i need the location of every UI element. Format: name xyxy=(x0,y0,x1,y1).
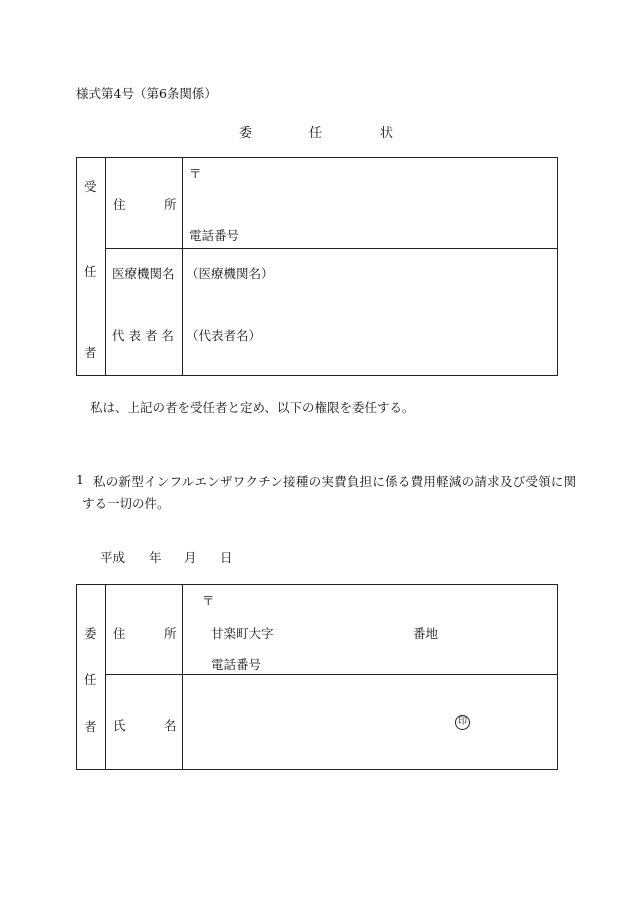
name-label-char-2: 名 xyxy=(164,718,177,733)
date-month-unit: 月 xyxy=(184,550,197,565)
agent-side-label-char-3: 者 xyxy=(84,345,97,360)
agent-side-label-char-1: 受 xyxy=(84,179,97,194)
table-border-bottom xyxy=(76,769,558,770)
representative-value: （代表者名） xyxy=(186,328,262,343)
table-border-left xyxy=(76,157,77,376)
principal-side-label-char-3: 者 xyxy=(84,719,97,734)
form-number-label: 様式第4号（第6条関係） xyxy=(76,86,217,101)
item-text-line-1: 私の新型インフルエンザワクチン接種の実費負担に係る費用軽減の請求及び受領に関 xyxy=(93,474,577,489)
item-text-line-2: する一切の件。 xyxy=(82,496,170,511)
address-label-char-1: 住 xyxy=(113,197,126,212)
table-border-top xyxy=(76,157,558,158)
institution-label: 医療機関名 xyxy=(112,266,175,281)
table-border-right xyxy=(557,584,558,770)
title-char-1: 委 xyxy=(239,126,253,141)
table-border-left xyxy=(76,584,77,770)
table-border-top xyxy=(76,584,558,585)
title-char-3: 状 xyxy=(380,126,394,141)
address-prefix: 甘楽町大字 xyxy=(211,626,274,641)
representative-label: 代 表 者 名 xyxy=(112,328,174,343)
table-border-right xyxy=(557,157,558,376)
postal-mark: 〒 xyxy=(189,166,202,181)
address-suffix: 番地 xyxy=(413,626,439,641)
delegation-statement: 私は、上記の者を受任者と定め、以下の権限を委任する。 xyxy=(90,400,415,415)
seal-mark: 印 xyxy=(455,715,470,730)
item-number: 1 xyxy=(76,472,84,487)
address-label-char-2: 所 xyxy=(164,626,177,641)
table-border-bottom xyxy=(76,375,558,376)
table-col-divider xyxy=(105,157,106,376)
table-col-divider xyxy=(182,584,183,770)
table-col-divider xyxy=(182,157,183,376)
date-year-unit: 年 xyxy=(149,550,162,565)
title-char-2: 任 xyxy=(309,126,323,141)
table-row-divider xyxy=(105,248,558,249)
agent-side-label-char-2: 任 xyxy=(84,264,97,279)
date-era: 平成 xyxy=(100,550,126,565)
institution-value: （医療機関名） xyxy=(186,266,274,281)
address-label-char-2: 所 xyxy=(164,197,177,212)
phone-label: 電話番号 xyxy=(211,657,262,672)
date-day-unit: 日 xyxy=(220,550,233,565)
name-label-char-1: 氏 xyxy=(113,718,126,733)
phone-label: 電話番号 xyxy=(189,228,240,243)
principal-side-label-char-1: 委 xyxy=(84,626,97,641)
table-col-divider xyxy=(105,584,106,770)
address-label-char-1: 住 xyxy=(113,626,126,641)
principal-side-label-char-2: 任 xyxy=(84,672,97,687)
postal-mark: 〒 xyxy=(202,593,215,608)
table-row-divider xyxy=(105,674,558,675)
